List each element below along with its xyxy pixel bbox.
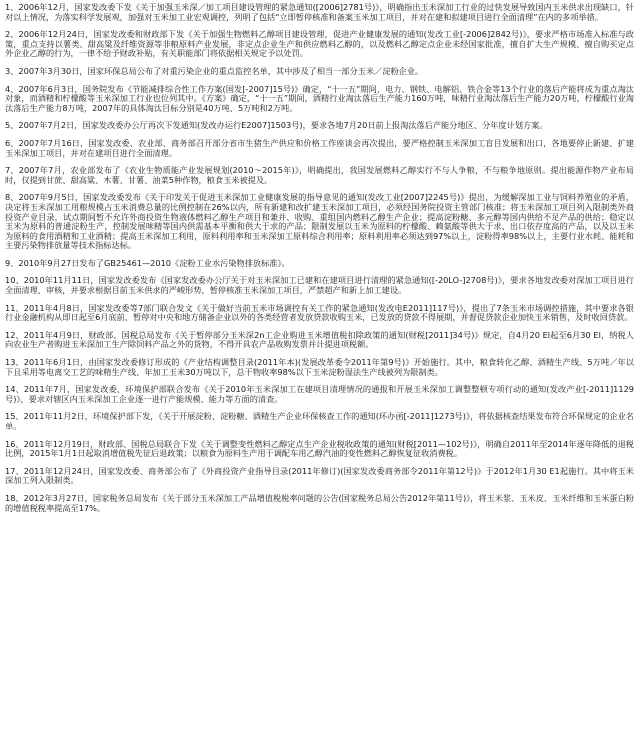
list-item: 12、2011年4月9日，财政部、国税总局发布《关于暂停部分玉米深2n工企业购进玉米增值税扣除政策的通知(财税[2011]34号)》规定，自4月20 El起至6月30 El，纳税人向农业生产者购进玉米深加工生产除饲料产品之外的货物，不得开具农产品收购发票并计提进项税额。	[5, 329, 634, 350]
list-item: 14、2011年7月，国家发改委、环境保护部联合发布《关于2010年玉米深加工在建项目清理情况的通报和开展玉米深加工调整整顿专项行动的通知(发改产业[-2011]1129号)》，要求对辖区内玉米深加工企业逐一进行产能规模、能力等方面的清查。	[5, 384, 634, 404]
list-item: 6、2007年7月16日，国家发改委、农业部、商务部召开部分省市生猪生产供应和价格工作座谈会再次提出，要严格控制玉米深加工盲目发展和出口，各地要停止新建、扩建玉米深加工项目，并对在建项目进行全面清理。	[5, 137, 634, 158]
list-item: 9、2010年9月27日发布了GB25461—2010《淀粉工业水污染物排放标准》。	[5, 257, 290, 268]
list-item: 17、2011年12月24日，国家发改委、商务部公布了《外商投资产业指导目录(2011年修订)(国家发改委商务部令2011年第12号)》于2012年1月30 E1起施行。其中将玉米深加工列入限制类。	[5, 465, 634, 486]
list-item: 4、2007年6月3日，国务院发布《节能减排综合性工作方案(国发[-2007]15号)》确定，“十一五”期间，电力、钢铁、电解铝、铁合金等13个行业的落后产能将成为重点淘汰对象，而酒精和柠檬酸等玉米深加工行业也位列其中。《方案》确定，“十一五”期间，酒精行业淘汰落后生产能力160万吨，味精行业淘汰落后生产能力20万吨，柠檬酸行业淘汰落后生产能力8万吨，2007年的具体淘汰目标分别是40万吨、5万吨和2万吨。	[5, 83, 634, 113]
list-item: 13、2011年6月1日，由国家发改委修订形成的《产业结构调整目录(2011年本)(发展改革委令2011年第9号)》开始施行。其中，粮食转化乙醇、酒精生产线、5万吨／年以下且采用等电离交工艺的味精生产线、年加工玉米30万吨以下，总干物收率98%以下玉米淀粉湿法生产线被列为限制类。	[5, 357, 634, 377]
list-item: 18、2012年3月27日，国家税务总局发布《关于部分玉米深加工产品增值税税率问题的公告(国家税务总局公告2012年第11号)》，将玉米浆、玉米皮、玉米纤维和玉米蛋白粉的增值税税率提高至17%。	[5, 492, 634, 513]
list-item: 8、2007年9月5日，国家发改委发布《关于印发关于促进玉米深加工业健康发展的指导意见的通知(发改工业[2007]2245号)》提出，为缓解深加工业与饲料养殖业的矛盾，决定将玉米深加工用粮规模占玉米消费总量的比例控制在26%以内，所有新建和改扩建玉米深加工项目，必须经国务院投资主管部门核准；将玉米深加工项目列入限制类外商投资产业目录，试点期间暂不允许外商投资生物液体燃料乙醇生产项目和兼并、收购、重组国内燃料乙醇生产企业；提高淀粉糖、多元醇等国内供给不足产品的供给；稳定以玉米为原料的普通淀粉生产，控制发展味精等国内供需基本平衡和供大于求的产品；限制发展以玉米为原料的柠檬酸、赖氨酸等供大于求、出口依存度高的产品，以及以玉米为原料的食用酒精和工业酒精；提高玉米深加工利用，原料利用率和玉米深加工原料综合利用率；原料利用率必须达到97%以上，淀粉得率98%以上，主要行业水耗、能耗和主要污染物排放量等技术指标达标。	[5, 192, 634, 251]
list-item: 15、2011年11月2日，环境保护部下发，《关于开展淀粉、淀粉糖、酒精生产企业环保核查工作的通知(环办函[-2011]1273号)》，将依据核查结果发布符合环保规定的企业名单。	[5, 411, 634, 431]
list-item: 2、2006年12月24日，国家发改委和财政部下发《关于加强生物燃料乙醇项目建设管理，促进产业健康发展的通知(发改工业[-2006]2842号)》，要求严格市场准入标准与政策，重点支持以薯类、甜高粱及纤维资源等非粮原料产业发展，非定点企业生产和供应燃料乙醇的，以及燃料乙醇定点企业未经国家批准，擅自扩大生产规模、擅自购买定点外企业乙醇的行为，一律不给予财政补贴，有关职能部门将依据相关规定予以处罚。	[5, 29, 634, 59]
list-item: 11、2011年4月8日，国家发改委等7部门联合发文《关于做好当前玉米市场调控有关工作的紧急通知(发改电E2011]117号)》，提出了7条玉米市场调控措施，其中要求各银行业金融机构从即日起至6月底前，暂停对中央和地方储备企业以外的各类经营者发放贷款收购玉米，已发放的贷款不得展期，并督促贷款企业加快玉米销售，及时收回贷款。	[5, 302, 634, 323]
list-item: 3、2007年3月30日，国家环保总局公布了对重污染企业的重点监控名单，其中涉及了相当一部分玉米／淀粉企业。	[5, 65, 424, 76]
list-item: 1、2006年12月，国家发改委下发《关于加强玉米深／加工项目建设管理的紧急通知([2006]2781号)》，明确指出玉米深加工行业的过快发展导致国内玉米供求出现缺口，针对以上情况，为落实科学发展观，加强对玉米加工业宏观调控，列明了包括“立即暂停核准和备案玉米加工项目，并对在建和拟建项目进行全面清理”在内的多项举措。	[5, 2, 634, 22]
list-item: 10、2010年11月11日，国家发改委发布《国家发改委办公厅关于对玉米深加工已建和在建项目进行清理的紧急通知([-20LO-]2708号)》，要求各地发改委对深加工项目进行全面清理、审核，并要求根据目前玉米供求的严峻形势，暂停核准玉米深加工项目，严禁超产和新上加工建设。	[5, 275, 634, 296]
list-item: 5、2007年7月2日，国家发改委办公厅再次下发通知(发改办运行E2007]1503号)，要求各地7月20日前上报淘汰落后产能分地区、分年度计划方案。	[5, 120, 548, 131]
list-item: 16、2011年12月19日，财政部、国税总局联合下发《关于调整变性燃料乙醇定点生产企业税收政策的通知(财税[2011—102号)》，明确自2011年至2014年逐年降低的退税比例，2015年1月1日起取消增值税先征后退政策；以粮食为原料生产用于调配车用乙醇汽油的变性燃料乙醇恢复征收消费税。	[5, 438, 634, 459]
list-item: 7、2007年7月，农业部发布了《农业生物质能产业发展规划(2010～2015年)》，明确提出，我国发展燃料乙醇实行不与人争粮，不与粮争地原则。提出能源作物产业布局时，仅提到甘蔗、甜高粱、木薯、甘薯、油菜5种作物，粮食玉米被提及。	[5, 165, 634, 185]
